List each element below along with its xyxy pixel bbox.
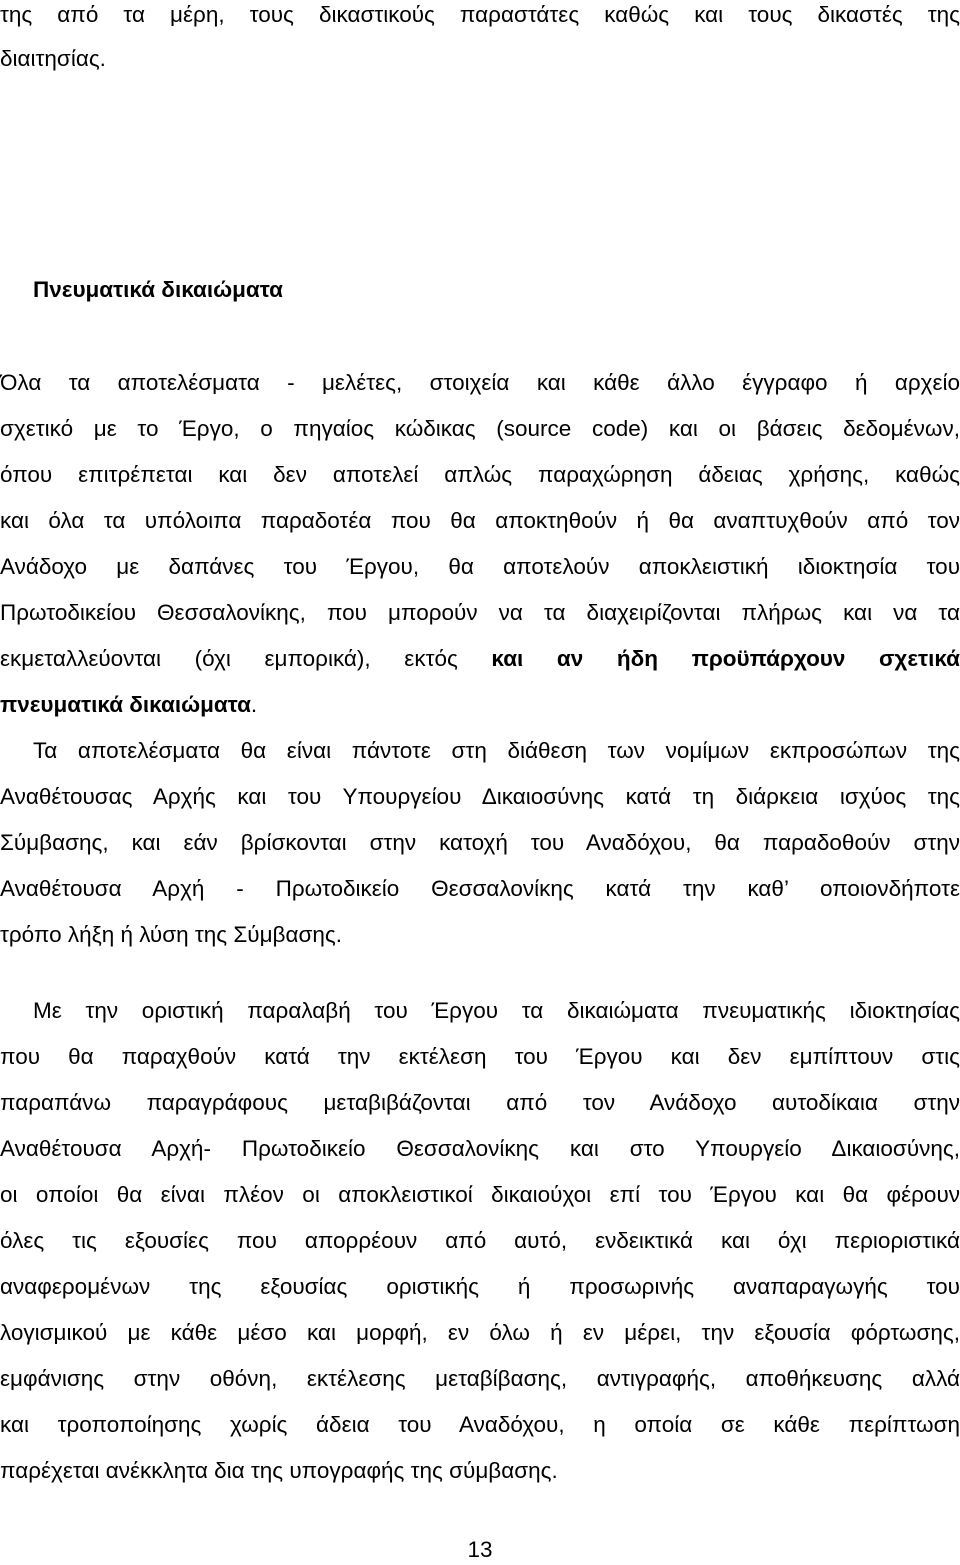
paragraph-line: Αναθέτουσα Αρχή- Πρωτοδικείο Θεσσαλονίκης και στο Υπουργείο Δικαιοσύνης, xyxy=(0,1136,960,1161)
intro-line: διαιτησίας. xyxy=(0,46,106,71)
paragraph-line: σχετικό με το Έργο, ο πηγαίος κώδικας (source code) και οι βάσεις δεδομένων, xyxy=(0,416,960,441)
paragraph-line: Πρωτοδικείου Θεσσαλονίκης, που μπορούν να τα διαχειρίζονται πλήρως και να τα xyxy=(0,600,960,625)
paragraph-line: τρόπο λήξη ή λύση της Σύμβασης. xyxy=(0,922,343,947)
bold-phrase: πνευματικά δικαιώματα xyxy=(0,692,251,717)
paragraph-line: όλες τις εξουσίες που απορρέουν από αυτό, ενδεικτικά και όχι περιοριστικά xyxy=(0,1228,960,1253)
paragraph-line: Σύμβασης, και εάν βρίσκονται στην κατοχή του Αναδόχου, θα παραδοθούν στην xyxy=(0,830,960,855)
paragraph-line: Αναθέτουσα Αρχή - Πρωτοδικείο Θεσσαλονίκης κατά την καθ’ οποιονδήποτε xyxy=(0,876,960,901)
intro-line: της από τα μέρη, τους δικαστικούς παραστάτες καθώς και τους δικαστές της xyxy=(0,2,960,27)
paragraph-line: Αναθέτουσας Αρχής και του Υπουργείου Δικαιοσύνης κατά τη διάρκεια ισχύος της xyxy=(0,784,960,809)
paragraph-line: Με την οριστική παραλαβή του Έργου τα δικαιώματα πνευματικής ιδιοκτησίας xyxy=(33,998,960,1023)
paragraph-line: Όλα τα αποτελέσματα - μελέτες, στοιχεία και κάθε άλλο έγγραφο ή αρχείο xyxy=(0,370,960,395)
paragraph-line: εμφάνισης στην οθόνη, εκτέλεσης μεταβίβασης, αντιγραφής, αποθήκευσης αλλά xyxy=(0,1366,960,1391)
paragraph-line: οι οποίοι θα είναι πλέον οι αποκλειστικοί δικαιούχοι επί του Έργου και θα φέρουν xyxy=(0,1182,960,1207)
paragraph-line: παρέχεται ανέκκλητα δια της υπογραφής της σύμβασης. xyxy=(0,1458,558,1483)
paragraph-line: αναφερομένων της εξουσίας οριστικής ή προσωρινής αναπαραγωγής του xyxy=(0,1274,960,1299)
paragraph-line xyxy=(0,644,960,674)
paragraph-line: όπου επιτρέπεται και δεν αποτελεί απλώς παραχώρηση άδειας χρήσης, καθώς xyxy=(0,462,960,487)
paragraph-line: και όλα τα υπόλοιπα παραδοτέα που θα αποκτηθούν ή θα αναπτυχθούν από τον xyxy=(0,508,960,533)
paragraph-line: λογισμικού με κάθε μέσο και μορφή, εν όλω ή εν μέρει, την εξουσία φόρτωσης, xyxy=(0,1320,960,1345)
paragraph-text: . xyxy=(250,692,258,717)
bold-phrase: και αν ήδη προϋπάρχουν σχετικά xyxy=(491,646,960,671)
page-number: 13 xyxy=(467,1537,493,1562)
paragraph-line: και τροποποίησης χωρίς άδεια του Αναδόχου, η οποία σε κάθε περίπτωση xyxy=(0,1412,960,1437)
paragraph-line: Ανάδοχο με δαπάνες του Έργου, θα αποτελούν αποκλειστική ιδιοκτησία του xyxy=(0,554,960,579)
section-heading: Πνευματικά δικαιώματα xyxy=(33,277,283,302)
paragraph-line: παραπάνω παραγράφους μεταβιβάζονται από τον Ανάδοχο αυτοδίκαια στην xyxy=(0,1090,960,1115)
paragraph-line: που θα παραχθούν κατά την εκτέλεση του Έργου και δεν εμπίπτουν στις xyxy=(0,1044,960,1069)
paragraph-line xyxy=(0,690,960,720)
paragraph-text: εκμεταλλεύονται (όχι εμπορικά), εκτός xyxy=(0,646,458,671)
paragraph-line: Τα αποτελέσματα θα είναι πάντοτε στη διάθεση των νομίμων εκπροσώπων της xyxy=(33,738,960,763)
